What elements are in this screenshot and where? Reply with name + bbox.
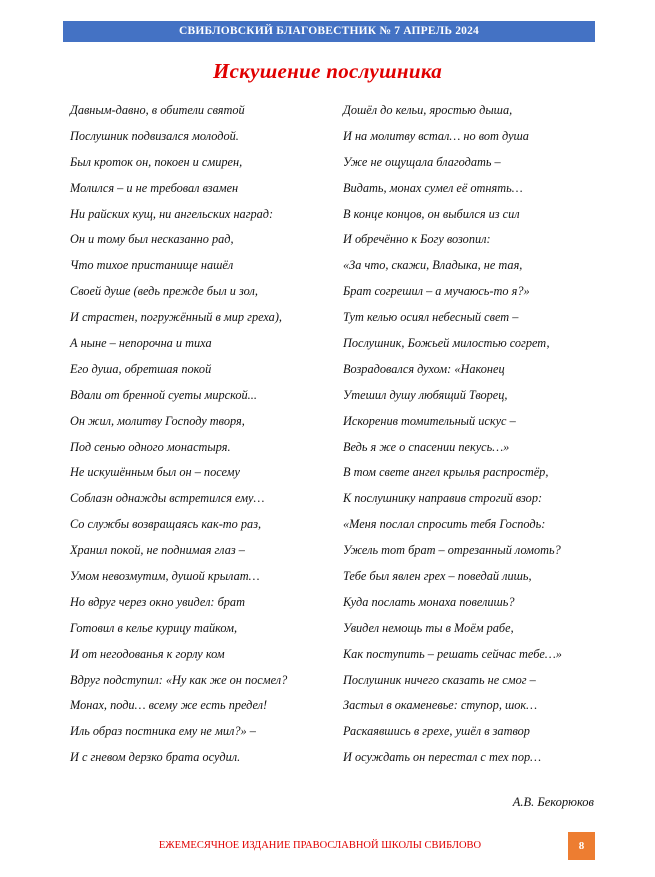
poem-line: Молился – и не требовал взамен xyxy=(70,180,239,195)
poem-line: Он и тому был несказанно рад, xyxy=(70,232,234,247)
poem-line: Был кроток он, покоен и смирен, xyxy=(70,154,243,169)
poem-line: Ведь я же о спасении пекусь…» xyxy=(343,439,510,454)
poem-line: Дошёл до кельи, яростью дыша, xyxy=(343,103,513,117)
poem-line: Со службы возвращаясь как-то раз, xyxy=(70,517,262,532)
poem-line: Соблазн однажды встретился ему… xyxy=(70,491,265,506)
poem-line: Хранил покой, не поднимая глаз – xyxy=(70,543,245,558)
poem-line: Не искушённым был он – посему xyxy=(70,465,240,480)
poem-line: Искоренив томительный искус – xyxy=(343,413,516,428)
poem-line: Возрадовался духом: «Наконец xyxy=(343,361,505,376)
poem-line: Раскаявшись в грехе, ушёл в затвор xyxy=(343,724,530,739)
footer-text: ЕЖЕМЕСЯЧНОЕ ИЗДАНИЕ ПРАВОСЛАВНОЙ ШКОЛЫ СВИБЛОВО xyxy=(158,840,482,851)
poem-line: И от негодованья к горлу ком xyxy=(70,646,225,661)
poem-line: И страстен, погружённый в мир греха), xyxy=(70,310,283,325)
poem-line: И с гневом дерзко брата осудил. xyxy=(70,750,241,765)
poem-line: Послушник, Божьей милостью согрет, xyxy=(343,336,550,351)
poem-line: Тут келью осиял небесный свет – xyxy=(343,310,519,325)
poem-line: Своей душе (ведь прежде был и зол, xyxy=(70,284,258,299)
poem-line: Тебе был явлен грех – поведай лишь, xyxy=(343,569,532,584)
poem-line: Уже не ощущала благодать – xyxy=(343,154,501,169)
page-number-badge: 8 xyxy=(568,832,595,860)
header-bar: СВИБЛОВСКИЙ БЛАГОВЕСТНИК № 7 АПРЕЛЬ 2024 xyxy=(63,21,595,42)
poem-line: Умом невозмутим, душой крылат… xyxy=(70,569,260,584)
poem-line: Увидел немощь ты в Моём рабе, xyxy=(343,620,514,635)
poem-line: Но вдруг через окно увидел: брат xyxy=(70,594,245,609)
poem-line: Он жил, молитву Господу творя, xyxy=(70,413,245,428)
poem-line: Монах, поди… всему же есть предел! xyxy=(70,698,268,713)
poem-line: И осуждать он перестал с тех пор… xyxy=(343,750,542,765)
poem-line: Иль образ постника ему не мил?» – xyxy=(70,724,256,739)
poem-line: Ни райских кущ, ни ангельских наград: xyxy=(70,206,274,221)
poem-line: Ужель тот брат – отрезанный ломоть? xyxy=(343,543,561,558)
poem-line: Как поступить – решать сейчас тебе…» xyxy=(343,646,562,661)
poem-line: Его душа, обретшая покой xyxy=(70,361,212,376)
poem-line: Под сенью одного монастыря. xyxy=(70,439,231,454)
poem-line: Видать, монах сумел её отнять… xyxy=(343,180,523,195)
poem-column-right xyxy=(343,100,605,773)
article-title: Искушение послушника xyxy=(212,59,443,83)
poem-line: Брат согрешил – а мучаюсь-то я?» xyxy=(343,284,530,299)
poem-line: Послушник подвизался молодой. xyxy=(70,128,239,143)
author-signature: А.В. Бекорюков xyxy=(512,795,594,809)
poem-line: Вдали от бренной суеты мирской... xyxy=(70,387,257,402)
poem-line: В том свете ангел крылья распростёр, xyxy=(343,465,549,480)
poem-line: Вдруг подступил: «Ну как же он посмел? xyxy=(70,672,288,687)
poem-line: Утешил душу любящий Творец, xyxy=(343,387,508,402)
poem-line: И обречённо к Богу возопил: xyxy=(343,232,491,247)
poem-line: И на молитву встал… но вот душа xyxy=(343,128,529,143)
poem-line: «За что, скажи, Владыка, не тая, xyxy=(343,258,523,273)
poem-line: К послушнику направив строгий взор: xyxy=(343,491,543,506)
poem-column-left xyxy=(70,100,332,773)
poem-line: Застыл в окаменевье: ступор, шок… xyxy=(343,698,538,713)
poem-line: Куда послать монаха повелишь? xyxy=(343,594,515,609)
poem-line: Послушник ничего сказать не смог – xyxy=(343,672,536,687)
poem-line: Готовил в келье курицу тайком, xyxy=(70,620,238,635)
poem-line: Давным-давно, в обители святой xyxy=(70,103,245,117)
poem-line: Что тихое пристанище нашёл xyxy=(70,258,234,273)
poem-line: А ныне – непорочна и тиха xyxy=(70,336,212,351)
poem-line: «Меня послал спросить тебя Господь: xyxy=(343,517,546,532)
poem-line: В конце концов, он выбился из сил xyxy=(343,206,520,221)
